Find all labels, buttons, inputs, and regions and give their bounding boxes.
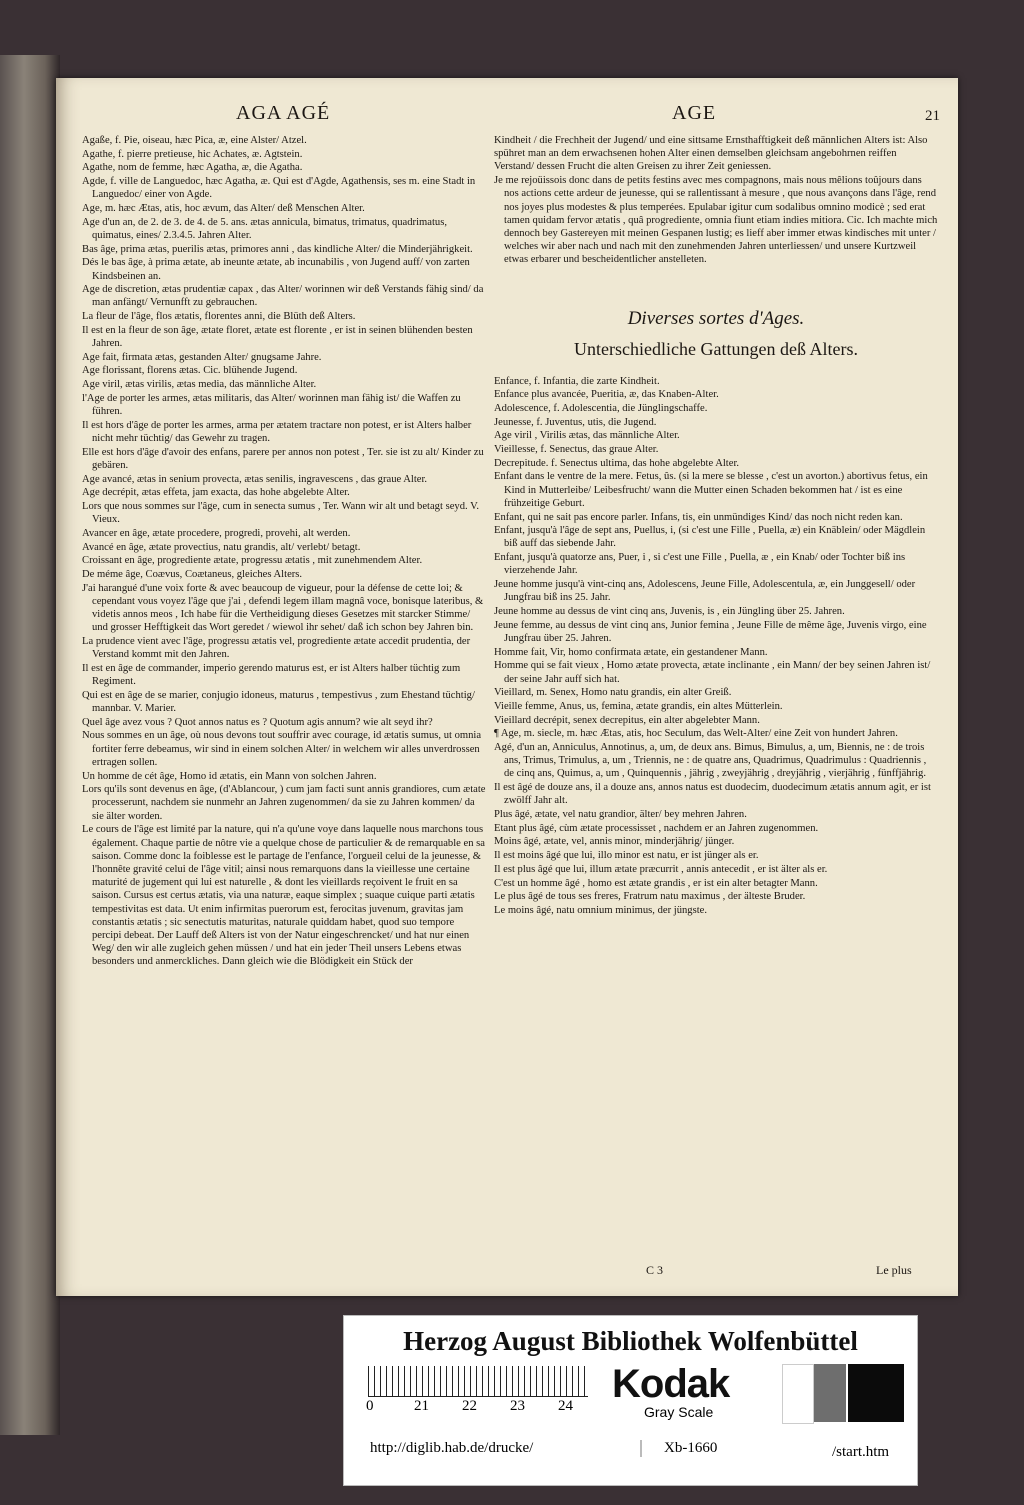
dictionary-entry: C'est un homme âgé , homo est ætate grandis , er ist ein alter betagter Mann. <box>494 877 818 889</box>
dictionary-entry: Decrepitude. f. Senectus ultima, das hohe abgelebte Alter. <box>494 457 740 469</box>
ruler-number: 0 <box>366 1398 374 1414</box>
dictionary-entry: Avancé en âge, ætate provectius, natu grandis, alt/ verlebt/ betagt. <box>82 541 361 553</box>
dictionary-entry: Jeune homme au dessus de vint cinq ans, Juvenis, is , ein Jüngling über 25. Jahren. <box>494 605 845 617</box>
dictionary-entry: Le cours de l'âge est limité par la nature, qui n'a qu'une voye dans laquelle nous marchons tous également. Chaque partie de nôtre vie a quelque chose de particulier & de remarquable en sa saison. Comme donc la foiblesse est le partage de l'enfance, l'orgueil celui de la jeunesse, & l'honnête gravité celui de l'âge vitil; ainsi nous remarquons dans la vieillesse une certaine maturité de jugement qui lui est naturelle , & dont les vieillards reçoivent le fruit en sa saison. Cursus est certus ætatis, via una naturæ, eaque simplex ; suaque cuique parti ætatis tempestivitas est data. Ut enim infirmitas puerorum est, ferocitas juvenum, gravitas jam constantis ætatis ; sic senectutis maturitas, naturale quiddam habet, quod suo tempore percipi debeat. Der Lauff deß Alters ist von der Natur eingeschrencket/ und hat nur einen Weg/ den wir alle zugleich gehen müssen / und hat ein jeder Theil unsers Lebens etwas besonders und anmerckliches. Dann gleich wie die Blödigkeit ein Stück der <box>82 824 485 968</box>
dictionary-entry: Enfant, jusqu'à quatorze ans, Puer, i , si c'est une Fille , Puella, æ , ein Knab/ oder Tochter biß ins vierzehende Jahr. <box>494 552 906 577</box>
dictionary-entry: Lors qu'ils sont devenus en âge, (d'Ablancour, ) cum jam facti sunt annis grandiores, cum ætate processerunt, nachdem sie nunmehr an Jahren zugenommen/ da sie zu Jahren kommen/ da sie älter worden. <box>82 784 486 822</box>
dictionary-entry: La fleur de l'âge, flos ætatis, florentes anni, die Blüth deß Alters. <box>82 311 356 323</box>
white-patch <box>782 1364 814 1424</box>
dictionary-entry: Il est en âge de commander, imperio gerendo maturus est, er ist Alters halber tüchtig zum Regiment. <box>82 662 461 688</box>
dictionary-entry: Adolescence, f. Adolescentia, die Jünglingschaffe. <box>494 402 708 414</box>
dictionary-entry: Age viril , Virilis ætas, das männliche Alter. <box>494 430 680 442</box>
dictionary-entry: Il est âgé de douze ans, il a douze ans, annos natus est duodecim, duodecimum ætatis annum agit, er ist zwölff Jahr alt. <box>494 782 931 807</box>
dictionary-entry: Vieillard, m. Senex, Homo natu grandis, ein alter Greiß. <box>494 687 732 699</box>
page-number: 21 <box>925 108 940 124</box>
dictionary-entry: Bas âge, prima ætas, puerilis ætas, primores anni , das kindliche Alter/ die Minderjährigkeit. <box>82 243 473 255</box>
dictionary-entry: Agathe, f. pierre pretieuse, hic Achates, æ. Agtstein. <box>82 148 303 160</box>
dictionary-entry: Vieille femme, Anus, us, femina, ætate grandis, ein altes Mütterlein. <box>494 700 783 712</box>
dictionary-entry: Croissant en âge, progrediente ætate, progressu ætatis , mit zunehmendem Alter. <box>82 555 423 567</box>
black-patch <box>848 1364 904 1422</box>
dictionary-entry: Agathe, nom de femme, hæc Agatha, æ, die Agatha. <box>82 162 303 174</box>
gray-scale-label: Gray Scale <box>644 1404 714 1420</box>
dictionary-entry: Elle est hors d'âge d'avoir des enfans, parere per annos non potest , Ter. sie ist zu alt/ Kinder zu gebären. <box>82 446 484 471</box>
dictionary-entry: Age avancé, ætas in senium provecta, ætas senilis, ingravescens , das graue Alter. <box>82 473 428 485</box>
dictionary-entry: Agaße, f. Pie, oiseau, hæc Pica, æ, eine Alster/ Atzel. <box>82 135 307 146</box>
gray-patch <box>814 1364 846 1422</box>
dictionary-entry: Etant plus âgé, cùm ætate processisset , nachdem er an Jahren zugenommen. <box>494 822 819 834</box>
dictionary-entry: La prudence vient avec l'âge, progressu ætatis vel, progrediente ætate accedit prudentia, der Verstand kommt mit den Jahren. <box>82 636 471 661</box>
catchword: Le plus <box>876 1263 912 1277</box>
ruler-scale <box>368 1366 588 1397</box>
dictionary-entry: Plus âgé, ætate, vel natu grandior, älter/ bey mehren Jahren. <box>494 809 747 821</box>
dictionary-entry: Age viril, ætas virilis, ætas media, das männliche Alter. <box>82 379 317 391</box>
dictionary-entry: Age florissant, florens ætas. Cic. blühende Jugend. <box>82 365 298 377</box>
right-column <box>494 134 938 918</box>
shelfmark: Xb-1660 <box>640 1440 717 1457</box>
signature-mark: C 3 <box>646 1263 664 1277</box>
dictionary-entry: Qui est en âge de se marier, conjugio idoneus, maturus , tempestivus , zum Ehestand tüchtig/ mannbar. V. Marier. <box>82 689 475 715</box>
running-head-left: AGA AGÉ <box>236 102 331 124</box>
dictionary-entry: Age d'un an, de 2. de 3. de 4. de 5. ans. ætas annicula, bimatus, trimatus, quadrimatus, quimatus, eines/ 2.3.4.5. Jahren Alter. <box>82 216 447 241</box>
book-spine <box>0 55 60 1435</box>
left-column <box>82 134 486 969</box>
dictionary-entry: ¶ Age, m. siecle, m. hæc Ætas, atis, hoc Seculum, das Welt-Alter/ eine Zeit von hundert Jahren. <box>494 728 898 740</box>
ruler-numbers <box>366 1398 606 1415</box>
dictionary-entry: Age de discretion, ætas prudentiæ capax , das Alter/ worinnen wir deß Verstands fähig sind/ da man anfängt/ Vernunfft zu gebrauchen. <box>82 284 484 309</box>
dictionary-entry: Enfance, f. Infantia, die zarte Kindheit. <box>494 375 660 387</box>
dictionary-entry: Age decrépit, ætas effeta, jam exacta, das hohe abgelebte Alter. <box>82 487 350 499</box>
dictionary-entry: Il est plus âgé que lui, illum ætate præcurrit , annis antecedit , er ist älter als er. <box>494 863 828 875</box>
dictionary-entry: J'ai harangué d'une voix forte & avec beaucoup de vigueur, pour la défense de cette loi; & cependant vous voyez l'âge que j'ai , defendi legem illam magnâ voce, bonisque lateribus, & videtis annos meos , Ich habe für die Vertheidigung dieses Gesetzes mit starcker Stimme/ und grosser Hefftigkeit das Wort geredet / wiewol ihr sehet/ daß ich schon bey Jahren bin. <box>82 582 484 634</box>
dictionary-entry: Nous sommes en un âge, où nous devons tout souffrir avec courage, id ætatis sumus, ut omnia fortiter ferre debeamus, wir sind in einem solchen Alter/ in welchem wir alles unverdrossen ertragen sollen. <box>82 730 482 768</box>
dictionary-entry: Dés le bas âge, à prima ætate, ab ineunte ætate, ab incunabilis , von Jugend auff/ von zarten Kindsbeinen an. <box>82 257 470 282</box>
dictionary-entry: Moins âgé, ætate, vel, annis minor, minderjährig/ jünger. <box>494 836 735 848</box>
ruler-number: 24 <box>558 1398 573 1414</box>
dictionary-entry: Age fait, firmata ætas, gestanden Alter/ gnugsame Jahre. <box>82 351 322 363</box>
dictionary-entry: Lors que nous sommes sur l'âge, cum in senecta sumus , Ter. Wann wir alt und betagt seyd. V. Vieux. <box>82 500 480 526</box>
dictionary-entry: Jeune femme, au dessus de vint cinq ans, Junior femina , Jeune Fille de même âge, Juvenis virgo, eine Jungfrau über 25. Jahren. <box>494 619 927 644</box>
dictionary-entry: Homme fait, Vir, homo confirmata ætate, ein gestandener Mann. <box>494 646 768 658</box>
ruler-number: 23 <box>510 1398 525 1414</box>
ruler-number: 21 <box>414 1398 429 1414</box>
dictionary-entry: Il est en la fleur de son âge, ætate floret, ætate est florente , er ist in seinen blühenden besten Jahren. <box>82 324 473 350</box>
dictionary-entry: Jeune homme jusqu'à vint-cinq ans, Adolescens, Jeune Fille, Adolescentula, æ, ein Junggesell/ oder Jungfrau biß ins 25. Jahr. <box>494 579 916 604</box>
dictionary-entry: l'Age de porter les armes, ætas militaris, das Alter/ worinnen man fähig ist/ die Waffen zu führen. <box>82 392 461 418</box>
dictionary-entry: Avancer en âge, ætate procedere, progredi, provehi, alt werden. <box>82 527 351 539</box>
dictionary-entry: Il est hors d'âge de porter les armes, arma per ætatem tractare non potest, er ist Alters halber nicht mehr tüchtig/ das Gewehr zu tragen. <box>82 419 472 444</box>
start-page-path: /start.htm <box>832 1444 890 1460</box>
dictionary-entry: Un homme de cét âge, Homo id ætatis, ein Mann von solchen Jahren. <box>82 770 377 782</box>
dictionary-entry: Le moins âgé, natu omnium minimus, der jüngste. <box>494 904 708 916</box>
dictionary-entry: Age, m. hæc Ætas, atis, hoc ævum, das Alter/ deß Menschen Alter. <box>82 203 365 215</box>
ruler-number: 22 <box>462 1398 477 1414</box>
dictionary-entry: Enfant, qui ne sait pas encore parler. Infans, tis, ein unmündiges Kind/ das noch nicht reden kan. <box>494 511 903 523</box>
dictionary-entry: Il est moins âgé que lui, illo minor est natu, er ist jünger als er. <box>494 850 759 862</box>
kodak-logo: Kodak <box>612 1362 730 1406</box>
dictionary-entry: Agé, d'un an, Anniculus, Annotinus, a, um, de deux ans. Bimus, Bimulus, a, um, Biennis, ne : de trois ans, Trimus, Trimulus, a, um , Triennis, ne : de quatre ans, Quadrimus, Quadrimulus : Quadriennis , de cinq ans, Quimus, a, um , Quinquennis , jährig , zweyjährig , dreyjährig , vierjährig , fünffjährig. <box>494 742 927 780</box>
section-title-german: Unterschiedliche Gattungen deß Alters. <box>574 338 858 359</box>
dictionary-entry: Agde, f. ville de Languedoc, hæc Agatha, æ. Qui est d'Agde, Agathensis, ses m. eine Stadt in Languedoc/ einer von Agde. <box>82 176 476 201</box>
dictionary-entry: Enfance plus avancée, Pueritia, æ, das Knaben-Alter. <box>494 389 719 401</box>
section-title-french: Diverses sortes d'Ages. <box>627 307 805 329</box>
dictionary-entry: Vieillard decrépit, senex decrepitus, ein alter abgelebter Mann. <box>494 714 760 726</box>
dictionary-entry: Quel âge avez vous ? Quot annos natus es ? Quotum agis annum? wie alt seyd ihr? <box>82 716 433 728</box>
dictionary-entry: De méme âge, Coævus, Coætaneus, gleiches Alters. <box>82 569 303 580</box>
dictionary-entry: Enfant dans le ventre de la mere. Fetus, ûs. (si la mere se blesse , c'est un avorton.) abortivus fetus, ein Kind in Mutterleibe/ Leibesfrucht/ wann die Mutter einen Schaden bekommen hat / ist es eine frühzeitige Geburt. <box>494 471 928 509</box>
library-name: Herzog August Bibliothek Wolfenbüttel <box>403 1326 858 1356</box>
library-color-card <box>343 1315 918 1486</box>
dictionary-entry: Je me rejoüissois donc dans de petits festins avec mes compagnons, mais nous mêlions toûjours dans nos actions cette ardeur de jeunesse, qui se rallentissant à mesure , que nous avançons dans l'âge, rend nos joyes plus modestes & plus temperées. Epulabar igitur cum sodalibus omnino modicè ; sed erat tamen quidam fervor ætatis , quâ progrediente, omnia fiunt etiam indies mitiora. Cic. Ich machte mich dennoch bey Gastereyen mit meinen Gespanen lustig; es lieff aber immer etwas kindisches mit unter / welches wir aber nach und nach mit den zunehmenden Jahren unterliessen/ und unsere Kurtzweil etwas erbarer und bescheidentlicher anstelleten. <box>494 175 938 266</box>
dictionary-entry: Le plus âgé de tous ses freres, Fratrum natu maximus , der älteste Bruder. <box>494 891 806 903</box>
dictionary-entry: Homme qui se fait vieux , Homo ætate provecta, ætate inclinante , ein Mann/ der bey seinen Jahren ist/ der seine Jahr auff sich hat. <box>494 660 931 685</box>
continued-paragraph: Kindheit / die Frechheit der Jugend/ und eine sittsame Ernsthafftigkeit deß männlichen Alters ist: Also spühret man an dem erwachsenen hohen Alter einen demselben gleichsam angebohrnen reiffen Verstand/ dessen Frucht die alten Greisen zu ihrer Zeit geniessen. <box>494 135 928 173</box>
dictionary-entry: Enfant, jusqu'à l'âge de sept ans, Puellus, i, (si c'est une Fille , Puella, æ) ein Knäblein/ oder Mägdlein biß auff das siebende Jahr. <box>494 525 926 550</box>
dictionary-entry: Vieillesse, f. Senectus, das graue Alter. <box>494 444 659 456</box>
dictionary-entry: Jeunesse, f. Juventus, utis, die Jugend. <box>494 416 657 428</box>
running-head-right: AGE <box>672 102 717 124</box>
library-url: http://diglib.hab.de/drucke/ <box>370 1440 534 1456</box>
book-page <box>56 78 958 1296</box>
